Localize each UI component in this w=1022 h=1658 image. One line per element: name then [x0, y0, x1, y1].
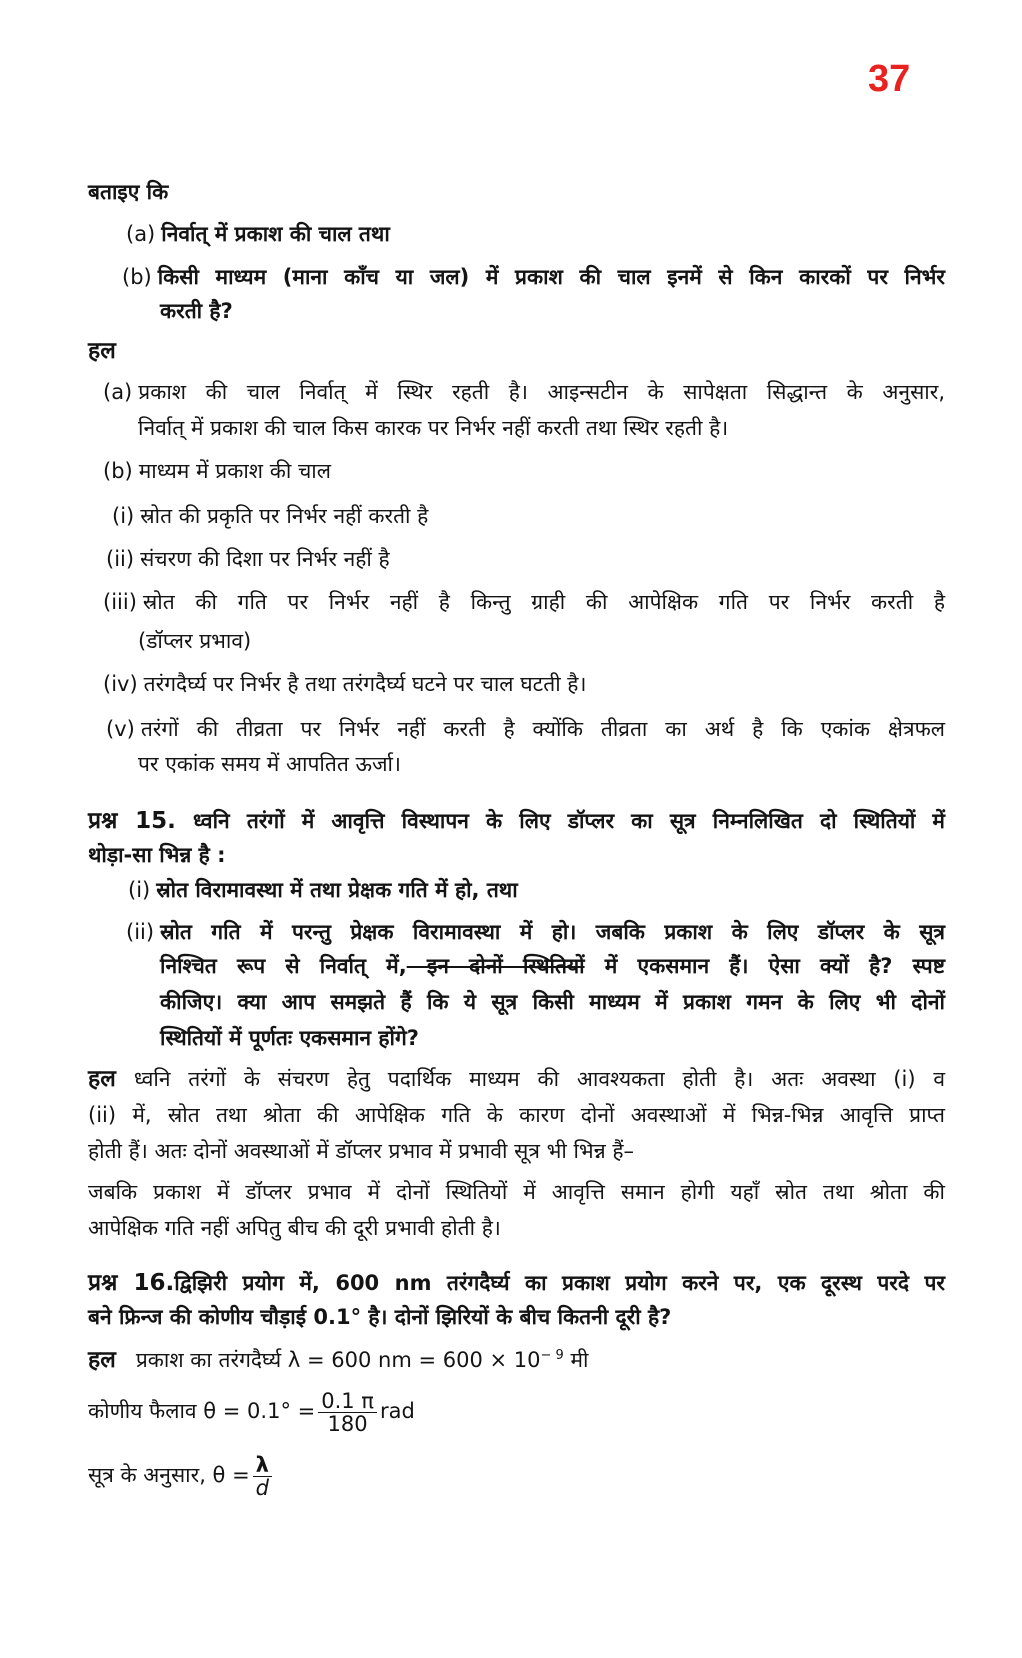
- fraction: [318, 1390, 377, 1435]
- solution-part-a-cont: निर्वात् में प्रकाश की चाल किस कारक पर निर्भर नहीं करती तथा स्थिर रहती है।: [138, 416, 729, 440]
- part-label: (a): [126, 222, 156, 246]
- question-16-cont: बने फ्रिन्ज की कोणीय चौड़ाई 0.1° है। दोनों झिरियों के बीच कितनी दूरी है?: [88, 1305, 672, 1329]
- question-15-case-ii-cont: [160, 952, 945, 980]
- question-text: द्विझिरी प्रयोग में, 600 nm तरंगदैर्घ्य का प्रकाश प्रयोग करने पर, एक दूरस्थ परदे पर: [174, 1271, 945, 1295]
- solution-text: ध्वनि तरंगों के संचरण हेतु पदार्थिक माध्यम की आवश्यकता होती है। अतः अवस्था (i) व: [133, 1067, 945, 1091]
- numerator: 0.1 π: [318, 1390, 377, 1413]
- point-text: स्रोत की प्रकृति पर निर्भर नहीं करती है: [140, 504, 429, 528]
- solution-point-cont: (डॉप्लर प्रभाव): [138, 629, 252, 653]
- question-16: [88, 1269, 945, 1297]
- solution-15: [88, 1065, 945, 1093]
- struck-text: इन दोनों स्थितियों: [406, 954, 585, 978]
- solution-point: [106, 545, 390, 573]
- solution-15-line: (ii) में, स्रोत तथा श्रोता की आपेक्षिक गति के कारण दोनों अवस्थाओं में भिन्न-भिन्न आवृत्ति प्राप्त: [88, 1103, 945, 1127]
- point-text: संचरण की दिशा पर निर्भर नहीं है: [140, 547, 390, 571]
- fraction: [253, 1454, 272, 1499]
- numerator: λ: [253, 1454, 272, 1477]
- part-text: प्रकाश की चाल निर्वात् में स्थिर रहती है। आइन्सटीन के सापेक्षता सिद्धान्त के अनुसार,: [138, 380, 945, 404]
- equation-text: सूत्र के अनुसार, θ =: [88, 1463, 250, 1487]
- point-label: (iv): [103, 672, 138, 696]
- case-text: स्रोत गति में परन्तु प्रेक्षक विरामावस्था में हो। जबकि प्रकाश के लिए डॉप्लर के सूत्र: [160, 920, 945, 944]
- solution-16-formula: [88, 1452, 275, 1499]
- solution-part-b: [103, 457, 331, 485]
- point-text: तरंगों की तीव्रता पर निर्भर नहीं करती है क्योंकि तीव्रता का अर्थ है कि एकांक क्षेत्रफल: [140, 717, 945, 741]
- question-15-case-i: [128, 876, 518, 904]
- solution-point: [103, 670, 586, 698]
- part-label: (b): [122, 265, 152, 289]
- question-label: प्रश्न 15.: [88, 808, 176, 834]
- point-label: (ii): [106, 547, 135, 571]
- point-label: (i): [112, 504, 135, 528]
- part-text: निर्वात् में प्रकाश की चाल तथा: [161, 222, 390, 246]
- solution-heading: हल: [88, 338, 116, 364]
- solution-point: [106, 715, 945, 743]
- question-15-cont: थोड़ा-सा भिन्न है :: [88, 843, 226, 867]
- point-text: स्रोत की गति पर निर्भर नहीं है किन्तु ग्राही की आपेक्षिक गति पर निर्भर करती है: [142, 590, 945, 614]
- solution-point-cont: पर एकांक समय में आपतित ऊर्जा।: [138, 752, 401, 776]
- denominator: d: [255, 1475, 269, 1500]
- solution-point: [103, 588, 945, 616]
- question-15-case-ii-cont: कीजिए। क्या आप समझते हैं कि ये सूत्र किसी माध्यम में प्रकाश गमन के लिए भी दोनों: [160, 990, 945, 1014]
- point-text: तरंगदैर्घ्य पर निर्भर है तथा तरंगदैर्घ्य घटने पर चाल घटती है।: [143, 672, 587, 696]
- solution-16-angle: [88, 1388, 415, 1435]
- question-text: ध्वनि तरंगों में आवृत्ति विस्थापन के लिए डॉप्लर का सूत्र निम्नलिखित दो स्थितियों में: [193, 809, 945, 833]
- denominator: 180: [327, 1411, 368, 1436]
- part-text: किसी माध्यम (माना काँच या जल) में प्रकाश की चाल इनमें से किन कारकों पर निर्भर: [157, 265, 945, 289]
- case-label: (ii): [126, 920, 155, 944]
- solution-part-a: [103, 378, 945, 406]
- solution-16-wavelength: [88, 1342, 588, 1374]
- question-part-a: [126, 220, 390, 248]
- text: निश्चित रूप से निर्वात् में,: [160, 954, 407, 978]
- solution-heading: हल: [88, 1347, 116, 1373]
- point-label: (iii): [103, 590, 137, 614]
- text: में एकसमान हैं। ऐसा क्यों है? स्पष्ट: [584, 954, 945, 978]
- case-text: स्रोत विरामावस्था में तथा प्रेक्षक गति में हो, तथा: [156, 878, 518, 902]
- solution-15-line: होती हैं। अतः दोनों अवस्थाओं में डॉप्लर प्रभाव में प्रभावी सूत्र भी भिन्न हैं–: [88, 1139, 634, 1163]
- unit: rad: [379, 1399, 415, 1423]
- question-15: [88, 807, 945, 835]
- question-part-b: [122, 263, 945, 291]
- solution-heading: हल: [88, 1066, 116, 1092]
- solution-15-line: जबकि प्रकाश में डॉप्लर प्रभाव में दोनों स्थितियों में आवृत्ति समान होगी यहाँ स्रोत तथा श्रोता की: [88, 1180, 945, 1204]
- part-label: (a): [103, 380, 133, 404]
- question-15-case-ii-cont: स्थितियों में पूर्णतः एकसमान होंगे?: [160, 1026, 419, 1050]
- case-label: (i): [128, 878, 151, 902]
- equation-text: कोणीय फैलाव θ = 0.1° =: [88, 1399, 316, 1423]
- page-number: 37: [868, 58, 911, 100]
- question-intro: बताइए कि: [88, 180, 169, 204]
- equation-text: प्रकाश का तरंगदैर्घ्य λ = 600 nm = 600 × 10: [135, 1348, 541, 1372]
- question-label: प्रश्न 16.: [88, 1270, 175, 1296]
- part-text: माध्यम में प्रकाश की चाल: [138, 459, 331, 483]
- question-part-b-cont: करती है?: [160, 299, 233, 323]
- solution-point: [112, 502, 428, 530]
- exponent: − 9: [540, 1348, 564, 1363]
- solution-15-line: आपेक्षिक गति नहीं अपितु बीच की दूरी प्रभावी होती है।: [88, 1216, 501, 1240]
- question-15-case-ii: [126, 918, 945, 946]
- unit: मी: [563, 1348, 589, 1372]
- part-label: (b): [103, 459, 133, 483]
- point-label: (v): [106, 717, 135, 741]
